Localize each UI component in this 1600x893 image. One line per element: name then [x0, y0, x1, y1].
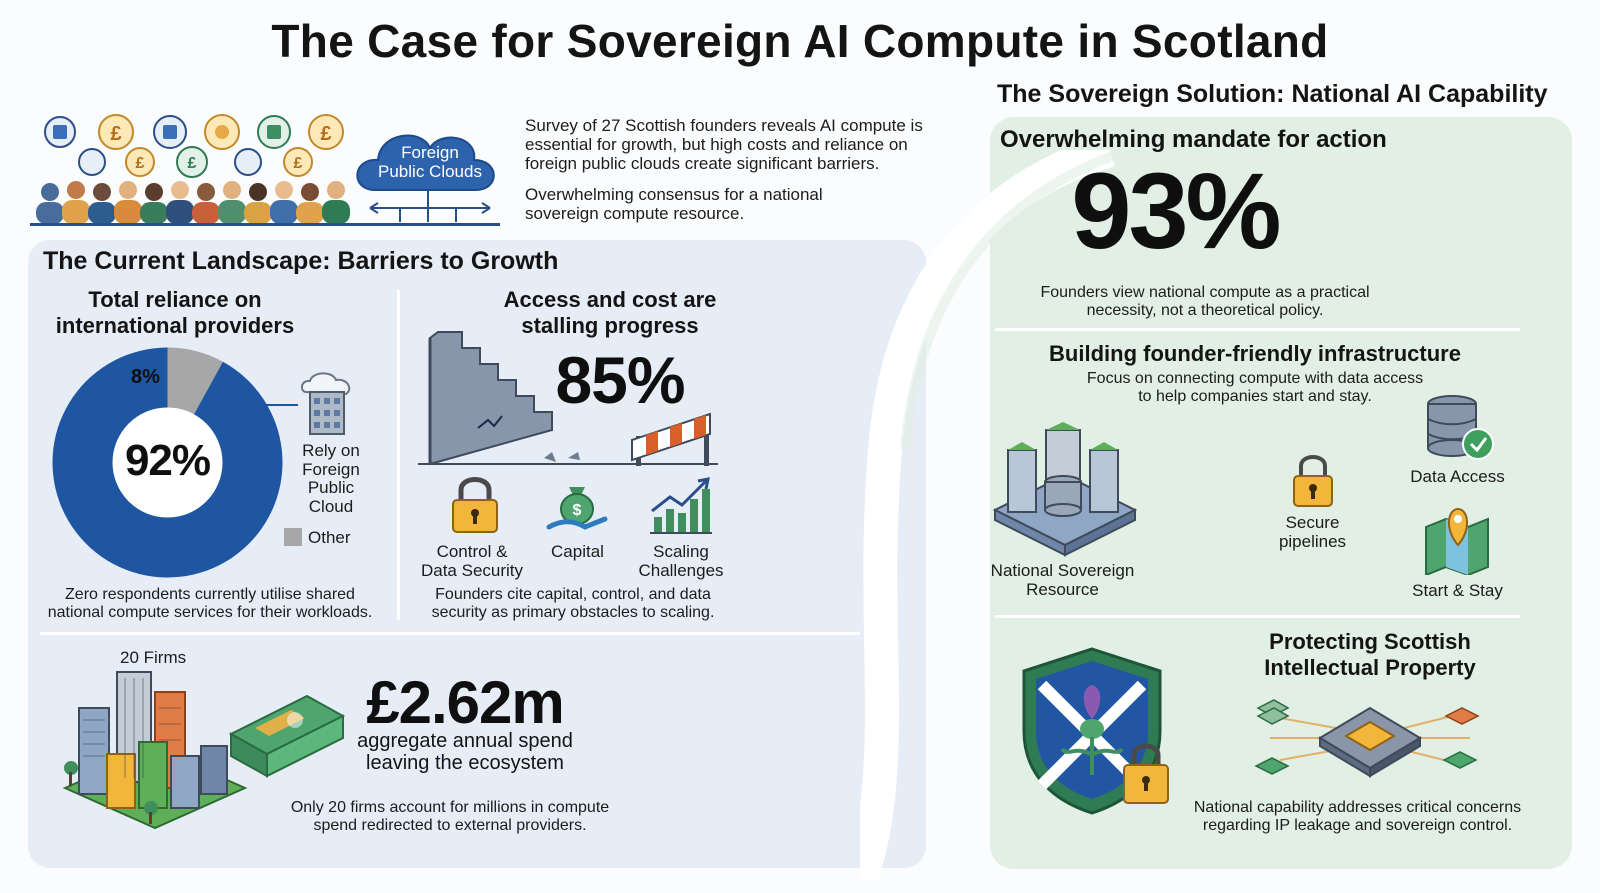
mandate-pct: 93% [1071, 150, 1279, 271]
infra-pipelines-label [1260, 513, 1365, 551]
access-item-scaling [626, 542, 736, 580]
reliance-heading [30, 287, 320, 339]
growth-chart-icon [648, 475, 714, 537]
reliance-footnote-line1: Zero respondents currently utilise shared [65, 586, 355, 603]
infra-resource-line1: National Sovereign [990, 561, 1135, 580]
infra-pipelines-line2: pipelines [1278, 532, 1347, 551]
intro-paragraph-2: Overwhelming consensus for a national sovereign compute resource. [525, 185, 823, 223]
spend-description-line2: leaving the ecosystem [366, 752, 564, 774]
infra-heading: Building founder-friendly infrastructure [1049, 341, 1461, 366]
padlock-icon [445, 472, 505, 536]
access-item-capital: Capital [551, 542, 604, 561]
intro-paragraph-1: Survey of 27 Scottish founders reveals AI compute is essential for growth, but high costs and reliance on foreign public clouds create significant barriers. [525, 116, 923, 173]
cloud-label-line1: Foreign [401, 143, 459, 162]
solution-divider-1 [995, 328, 1520, 331]
database-check-icon [1422, 392, 1498, 464]
infra-description-line2: to help companies start and stay. [1138, 388, 1372, 405]
ip-description [1185, 799, 1530, 835]
access-footnote-line2: security as primary obstacles to scaling. [431, 604, 715, 621]
map-pin-icon [1422, 505, 1492, 575]
spend-amount: £2.62m [366, 669, 564, 736]
people-icon [30, 181, 360, 226]
legend-main-line2: Foreign [302, 459, 360, 479]
spend-footnote-line1: Only 20 firms account for millions in compute [290, 799, 610, 816]
cash-stack-icon [231, 696, 343, 776]
spend-description-line1: aggregate annual spend [357, 730, 573, 752]
ip-description-line2: regarding IP leakage and sovereign control. [1202, 817, 1513, 834]
spend-footnote [280, 799, 620, 835]
landscape-vertical-divider [397, 290, 400, 620]
ip-heading-line1: Protecting Scottish [1269, 629, 1471, 654]
cloud-label [365, 143, 495, 181]
firms-label: 20 Firms [120, 648, 187, 667]
access-item-control [412, 542, 532, 580]
spend-description [345, 730, 585, 774]
city-buildings-icon [64, 672, 245, 828]
donut-other-value-label: 8% [131, 366, 160, 388]
money-bag-icon [545, 475, 609, 539]
svg-text:£: £ [187, 155, 197, 172]
access-item-scaling-line1: Scaling [653, 542, 709, 561]
ip-heading [1230, 629, 1510, 681]
page-title: The Case for Sovereign AI Compute in Scotland [271, 15, 1329, 67]
reliance-heading-line1: Total reliance on [88, 287, 262, 312]
access-footnote-line1: Founders cite capital, control, and data [435, 586, 711, 603]
access-item-control-line2: Data Security [420, 561, 524, 580]
access-item-control-line1: Control & [436, 542, 508, 561]
national-resource-icon [990, 420, 1140, 560]
speech-bubbles-icon [45, 115, 343, 177]
access-pct: 85% [555, 343, 685, 417]
infra-pipelines-line1: Secure [1285, 513, 1340, 532]
reliance-footnote [40, 586, 380, 622]
legend-main-line1: Rely on [302, 441, 360, 460]
mandate-heading: Overwhelming mandate for action [1000, 126, 1387, 153]
solution-heading: The Sovereign Solution: National AI Capability [997, 80, 1548, 108]
infra-resource-line2: Resource [1026, 580, 1099, 599]
mandate-description-line2: necessity, not a theoretical policy. [1086, 302, 1324, 319]
access-heading-line1: Access and cost are [503, 287, 717, 312]
pipeline-padlock-icon [1288, 450, 1338, 510]
legend-main-line3: Public [307, 478, 355, 497]
access-footnote [418, 586, 728, 622]
mandate-description-line1: Founders view national compute as a practical [1040, 284, 1370, 301]
svg-text:£: £ [135, 155, 145, 172]
reliance-heading-line2: international providers [55, 313, 295, 338]
datacenter-cloud-icon [262, 370, 362, 440]
ip-heading-line2: Intellectual Property [1264, 655, 1476, 680]
infra-description [1050, 370, 1460, 406]
mandate-description [1020, 284, 1390, 320]
landscape-heading: The Current Landscape: Barriers to Growth [43, 247, 559, 275]
infra-description-line1: Focus on connecting compute with data access [1086, 370, 1424, 387]
ip-description-line1: National capability addresses critical concerns [1193, 799, 1522, 816]
svg-text:£: £ [320, 123, 332, 145]
svg-text:£: £ [110, 123, 122, 145]
legend-main-line4: Cloud [308, 496, 354, 516]
legend-other-swatch [284, 528, 302, 546]
road-barrier-icon [618, 414, 718, 466]
legend-other-label: Other [308, 528, 351, 547]
svg-text:£: £ [293, 155, 303, 172]
shield-thistle-icon [1020, 645, 1180, 820]
microchip-icon [1250, 688, 1490, 788]
spend-footnote-line2: spend redirected to external providers. [313, 817, 587, 834]
cloud-label-line2: Public Clouds [378, 162, 482, 181]
legend-main-label [290, 442, 372, 516]
infra-resource-label [975, 561, 1150, 599]
landscape-horizontal-divider [40, 632, 860, 635]
access-heading-line2: stalling progress [521, 313, 699, 338]
infra-data-access-label: Data Access [1410, 467, 1505, 486]
access-item-scaling-line2: Challenges [638, 561, 724, 580]
infra-start-stay-label: Start & Stay [1412, 581, 1503, 600]
solution-divider-2 [995, 615, 1520, 618]
donut-main-value-label: 92% [124, 436, 211, 485]
reliance-footnote-line2: national compute services for their workloads. [47, 604, 373, 621]
svg-text:$: $ [572, 502, 582, 519]
